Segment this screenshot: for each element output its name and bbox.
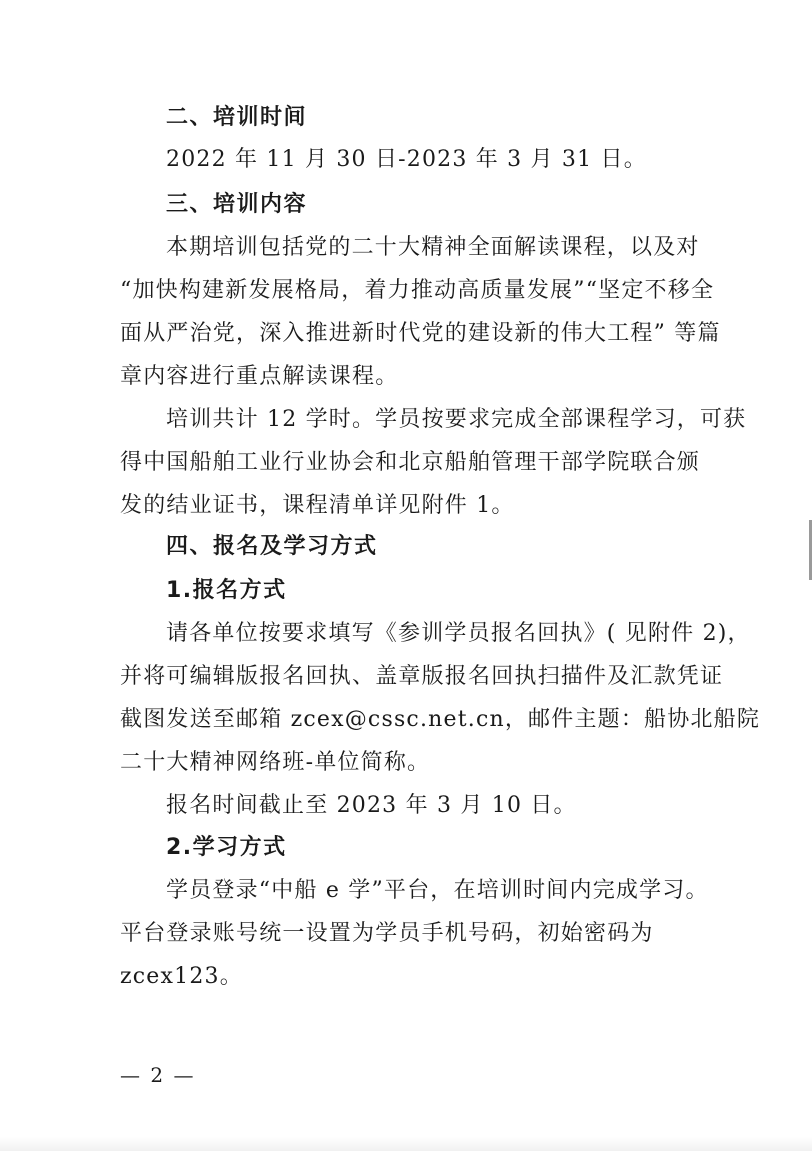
content-paragraph-line: 面从严治党，深入推进新时代党的建设新的伟大工程” 等篇	[120, 321, 721, 346]
study-paragraph-line: 学员登录“中船 e 学”平台，在培训时间内完成学习。	[166, 878, 709, 903]
section-heading-training-time: 二、培训时间	[166, 105, 308, 130]
registration-paragraph-line: 并将可编辑版报名回执、盖章版报名回执扫描件及汇款凭证	[120, 664, 724, 689]
scan-bottom-edge	[0, 1137, 812, 1151]
registration-paragraph-line: 二十大精神网络班-单位简称。	[120, 750, 431, 775]
training-time-text: 2022 年 11 月 30 日-2023 年 3 月 31 日。	[166, 147, 647, 172]
section-heading-training-content: 三、培训内容	[166, 192, 308, 217]
study-paragraph-line: 平台登录账号统一设置为学员手机号码，初始密码为	[120, 921, 654, 946]
registration-paragraph-line: 请各单位按要求填写《参训学员报名回执》( 见附件 2)，	[166, 621, 751, 646]
content-paragraph-line: “加快构建新发展格局，着力推动高质量发展”“坚定不移全	[120, 278, 715, 303]
subheading-study-method: 2.学习方式	[166, 835, 287, 860]
section-heading-registration: 四、报名及学习方式	[166, 534, 378, 559]
subheading-registration-method: 1.报名方式	[166, 578, 287, 603]
page-number: — 2 —	[120, 1063, 196, 1087]
content-paragraph-line: 章内容进行重点解读课程。	[120, 364, 399, 389]
registration-paragraph-line: 截图发送至邮箱 zcex@cssc.net.cn，邮件主题：船协北船院	[120, 707, 761, 732]
study-paragraph-line: zcex123。	[120, 964, 243, 989]
hours-paragraph-line: 培训共计 12 学时。学员按要求完成全部课程学习，可获	[166, 407, 747, 432]
registration-deadline: 报名时间截止至 2023 年 3 月 10 日。	[166, 793, 577, 818]
hours-paragraph-line: 得中国船舶工业行业协会和北京船舶管理干部学院联合颁	[120, 450, 701, 475]
hours-paragraph-line: 发的结业证书，课程清单详见附件 1。	[120, 493, 515, 518]
content-paragraph-line: 本期培训包括党的二十大精神全面解读课程，以及对	[166, 235, 700, 260]
